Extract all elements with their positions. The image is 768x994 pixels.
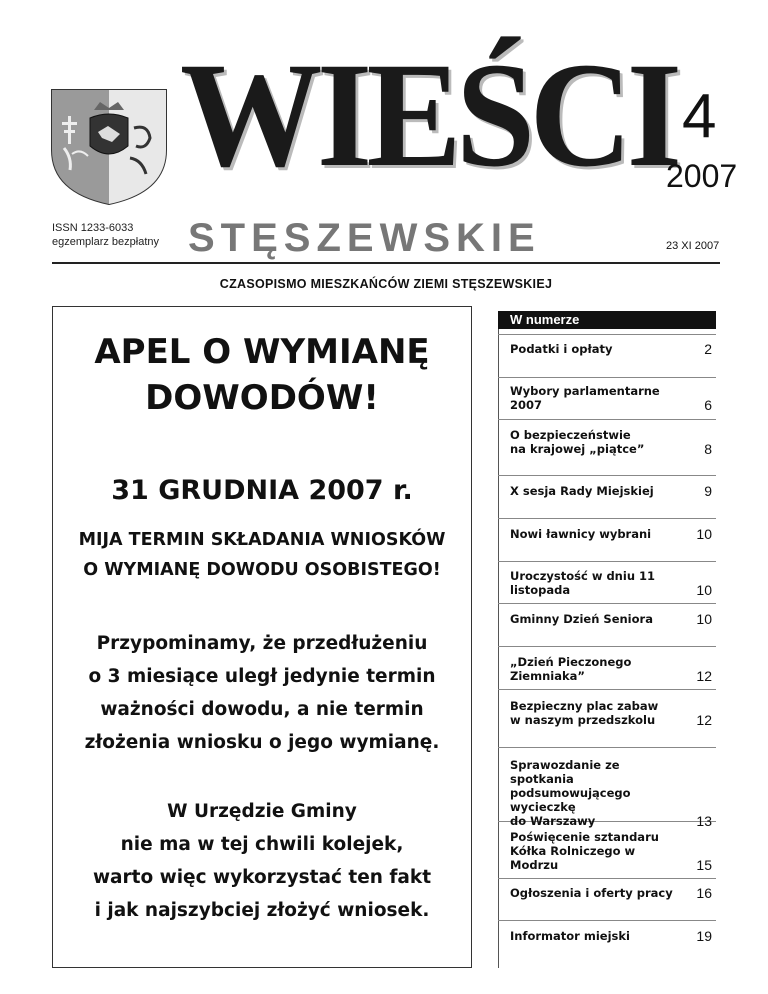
contents-separator [498, 475, 716, 476]
contents-item-page: 2 [704, 341, 712, 357]
contents-item-page: 8 [704, 441, 712, 457]
distribution-note: egzemplarz bezpłatny [52, 236, 160, 248]
issn-number: ISSN 1233-6033 [52, 222, 134, 234]
contents-item-title: X sesja Rady Miejskiej [510, 484, 654, 498]
contents-separator [498, 878, 716, 879]
appeal-box [52, 306, 472, 968]
contents-item [510, 929, 716, 943]
contents-separator [498, 377, 716, 378]
contents-separator [498, 603, 716, 604]
issue-year: 2007 [666, 158, 738, 194]
contents-item-page: 19 [696, 928, 712, 944]
appeal-reminder-line: Przypominamy, że przedłużeniu [96, 633, 428, 654]
issue-number: 4 [682, 82, 717, 151]
contents-item [510, 886, 716, 900]
contents-item [510, 342, 716, 356]
contents-item-title: Informator miejski [510, 929, 630, 943]
tagline: CZASOPISMO MIESZKAŃCÓW ZIEMI STĘSZEWSKIEJ [219, 277, 553, 291]
contents-vertical-rule [498, 329, 499, 968]
contents-item [510, 655, 716, 683]
contents-item-page: 12 [696, 668, 712, 684]
contents-item-page: 10 [696, 611, 712, 627]
appeal-office-line: warto więc wykorzystać ten fakt [92, 867, 432, 888]
appeal-title-line: DOWODÓW! [145, 378, 379, 418]
contents-item [510, 384, 716, 412]
contents-item [510, 830, 716, 872]
contents-item [510, 569, 716, 597]
contents-item [510, 612, 716, 626]
appeal-office-line: i jak najszybciej złożyć wniosek. [94, 900, 430, 921]
contents-item-title: Gminny Dzień Seniora [510, 612, 653, 626]
contents-item [510, 527, 716, 541]
coat-of-arms-crest [50, 88, 168, 206]
contents-item-page: 15 [696, 857, 712, 873]
contents-item-title: Sprawozdanie ze spotkania podsumowującego wycieczkę do Warszawy [510, 758, 631, 828]
appeal-reminder [53, 627, 471, 759]
contents-item-page: 13 [696, 813, 712, 829]
contents-item-page: 6 [704, 397, 712, 413]
contents-item-title: Podatki i opłaty [510, 342, 613, 356]
contents-item [510, 484, 716, 498]
appeal-reminder-line: o 3 miesiące uległ jedynie termin [88, 666, 436, 687]
appeal-deadline-line: O WYMIANĘ DOWODU OSOBISTEGO! [83, 560, 441, 580]
contents-item-title: Uroczystość w dniu 11 listopada [510, 569, 656, 597]
appeal-deadline-line: MIJA TERMIN SKŁADANIA WNIOSKÓW [78, 530, 446, 550]
contents-item-title: Poświęcenie sztandaru Kółka Rolniczego w Modrzu [510, 830, 659, 872]
contents-separator [498, 747, 716, 748]
contents-item [510, 699, 716, 727]
contents-item-page: 16 [696, 885, 712, 901]
contents-separator [498, 518, 716, 519]
contents-header: W numerze [498, 311, 716, 329]
appeal-title [53, 329, 471, 421]
contents-item-title: Nowi ławnicy wybrani [510, 527, 652, 541]
contents-separator [498, 646, 716, 647]
appeal-deadline-date: 31 GRUDNIA 2007 r. [111, 475, 413, 506]
contents-separator [498, 920, 716, 921]
contents-item-title: Wybory parlamentarne 2007 [510, 384, 660, 412]
contents-item-page: 10 [696, 582, 712, 598]
issue-date: 23 XI 2007 [666, 240, 720, 252]
masthead-subtitle: STĘSZEWSKIE [188, 216, 541, 260]
contents-item-title: Bezpieczny plac zabaw w naszym przedszkolu [510, 699, 659, 727]
appeal-office-note [53, 795, 471, 927]
contents-item-page: 9 [704, 483, 712, 499]
appeal-deadline-text [53, 525, 471, 585]
appeal-office-line: W Urzędzie Gminy [167, 801, 357, 822]
appeal-reminder-line: ważności dowodu, a nie termin [100, 699, 424, 720]
contents-item-page: 10 [696, 526, 712, 542]
appeal-title-line: APEL O WYMIANĘ [94, 332, 430, 372]
contents-item-page: 12 [696, 712, 712, 728]
contents-separator [498, 334, 716, 335]
contents-separator [498, 419, 716, 420]
masthead-title: WIEŚCI [180, 32, 677, 198]
masthead-divider [52, 262, 720, 264]
contents-item [510, 428, 716, 456]
appeal-office-line: nie ma w tej chwili kolejek, [120, 834, 404, 855]
contents-item-title: „Dzień Pieczonego Ziemniaka” [510, 655, 632, 683]
issn-block [52, 221, 159, 249]
contents-item-title: O bezpieczeństwie na krajowej „piątce” [510, 428, 645, 456]
contents-item-title: Ogłoszenia i oferty pracy [510, 886, 673, 900]
contents-item [510, 758, 716, 828]
contents-separator [498, 561, 716, 562]
contents-separator [498, 689, 716, 690]
appeal-reminder-line: złożenia wniosku o jego wymianę. [84, 732, 440, 753]
